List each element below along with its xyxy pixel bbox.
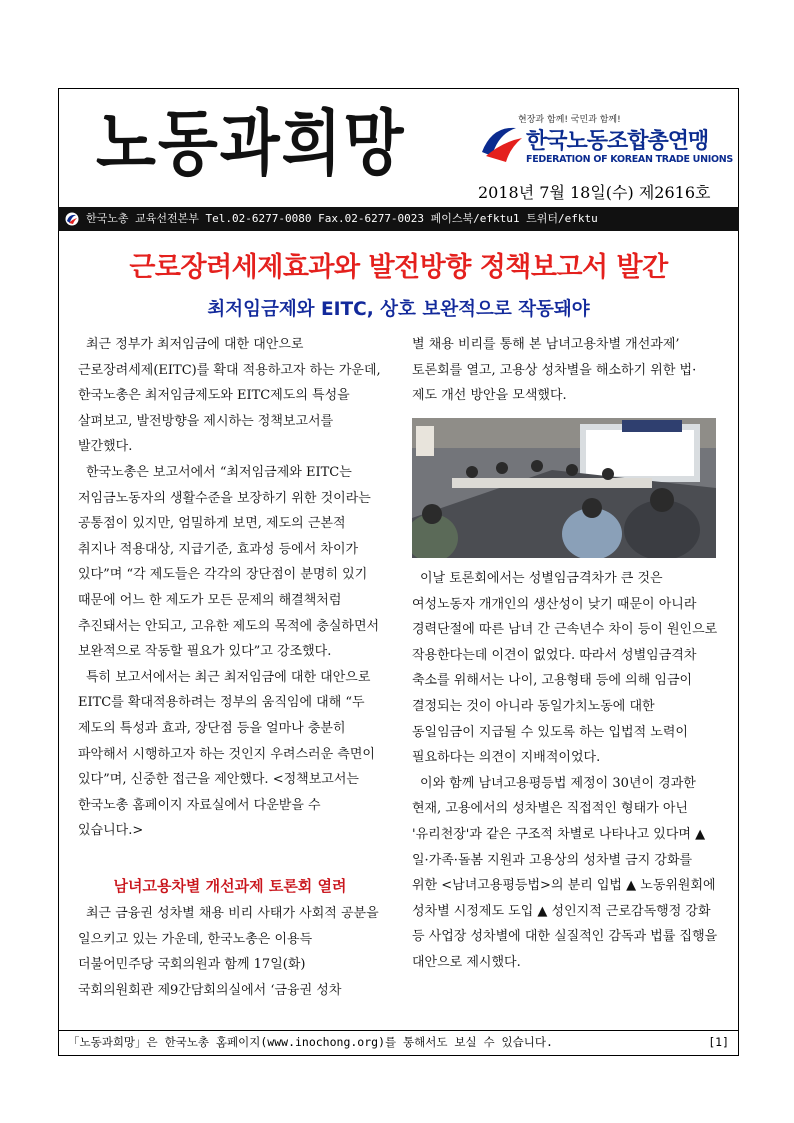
issue-date: 2018년 7월 18일(수) 제2616호	[478, 183, 711, 202]
article-paragraph: 최근 금융권 성차별 채용 비리 사태가 사회적 공분을 일으키고 있는 가운데, 한국노총은 이용득 더불어민주당 국회의원과 함께 17일(화) 국회의원회관 제9간담회의실에서 ‘금융권 성차	[78, 906, 379, 998]
article-paragraph: 이와 함께 남녀고용평등법 제정이 30년이 경과한 현재, 고용에서의 성차별은 직접적인 형태가 아닌 '유리천장'과 같은 구조적 차별로 나타나고 있다며 ▲ 일·가족·돌봄 지원과 고용상의 성차별 금지 강화를 위한 <남녀고용평등법>의 분리 입법 ▲ 노동위원회에 성차별 시정제도 도입 ▲ 성인지적 근로감독행정 강화 등 사업장 성차별에 대한 실질적인 감독과 법률 집행을 대안으로 제시했다.	[412, 775, 718, 970]
newsletter-title: 노동과희망	[96, 101, 406, 186]
page-footer	[58, 1030, 739, 1054]
article-subheadline: 최저임금제와 EITC, 상호 보완적으로 작동돼야	[207, 299, 590, 320]
article-paragraph: 최근 정부가 최저임금에 대한 대안으로 근로장려세제(EITC)를 확대 적용하고자 하는 가운데, 한국노총은 최저임금제도와 EITC제도의 특성을 살펴보고, 발전방향을 제시하는 정책보고서를 발간했다.	[78, 337, 381, 455]
article-paragraph: 한국노총은 보고서에서 “최저임금제와 EITC는 저임금노동자의 생활수준을 보장하기 위한 것이라는 공통점이 있지만, 엄밀하게 보면, 제도의 근본적 취지나 적용대상, 지급기준, 효과성 등에서 차이가 있다”며 “각 제도들은 각각의 장단점이 분명히 있기 때문에 어느 한 제도가 모든 문제의 해결책처럼 추진돼서는 안되고, 고유한 제도의 목적에 충실하면서 보완적으로 작동할 필요가 있다”고 강조했다.	[78, 464, 380, 660]
left-column	[78, 332, 382, 844]
section-heading: 남녀고용차별 개선과제 토론회 열려	[113, 877, 347, 895]
forum-photo	[412, 418, 716, 558]
contact-bar	[58, 207, 739, 231]
right-column-top	[412, 332, 720, 409]
article-headline: 근로장려세제효과와 발전방향 정책보고서 발간	[129, 252, 668, 283]
footer-text: 「노동과희망」은 한국노총 홈페이지(www.inochong.org)를 통해서도 보실 수 있습니다.	[68, 1035, 553, 1049]
article-paragraph: 이날 토론회에서는 성별임금격차가 큰 것은 여성노동자 개개인의 생산성이 낮기 때문이 아니라 경력단절에 따른 남녀 간 근속년수 차이 등이 원인으로 작용한다는데 이견이 없었다. 따라서 성별임금격차 축소를 위해서는 나이, 고용형태 등에 의해 임금이 결정되는 것이 아니라 동일가치노동에 대한 동일임금이 지급될 수 있도록 하는 입법적 노력이 필요하다는 의견이 지배적이었다.	[412, 571, 718, 766]
page-number: [1]	[708, 1035, 729, 1049]
article-paragraph: 별 채용 비리를 통해 본 남녀고용차별 개선과제’ 토론회를 열고, 고용상 성차별을 해소하기 위한 법·제도 개선 방안을 모색했다.	[412, 337, 697, 404]
masthead	[58, 88, 739, 206]
article-paragraph: 특히 보고서에서는 최근 최저임금에 대한 대안으로 EITC를 확대적용하려는 정부의 움직임에 대해 “두 제도의 특성과 효과, 장단점 등을 얼마나 충분히 파악해서 시행하고자 하는 것인지 우려스러운 측면이 있다”며, 신중한 접근을 제안했다. <정책보고서는 한국노총 홈페이지 자료실에서 다운받을 수 있습니다.>	[78, 669, 375, 839]
org-name: 한국노동조합총연맹	[526, 129, 709, 154]
contact-text: 한국노총 교육선전본부 Tel.02-6277-0080 Fax.02-6277-0023 페이스북/efktu1 트위터/efktu	[86, 212, 598, 225]
org-name-english: FEDERATION OF KOREAN TRADE UNIONS	[526, 154, 733, 165]
left-column-bottom	[78, 901, 382, 1003]
org-slogan: 현장과 함께! 국민과 함께!	[518, 115, 621, 125]
fkt-emblem-icon	[476, 122, 528, 166]
right-column-bottom	[412, 566, 720, 976]
fkt-small-emblem-icon	[65, 212, 79, 226]
